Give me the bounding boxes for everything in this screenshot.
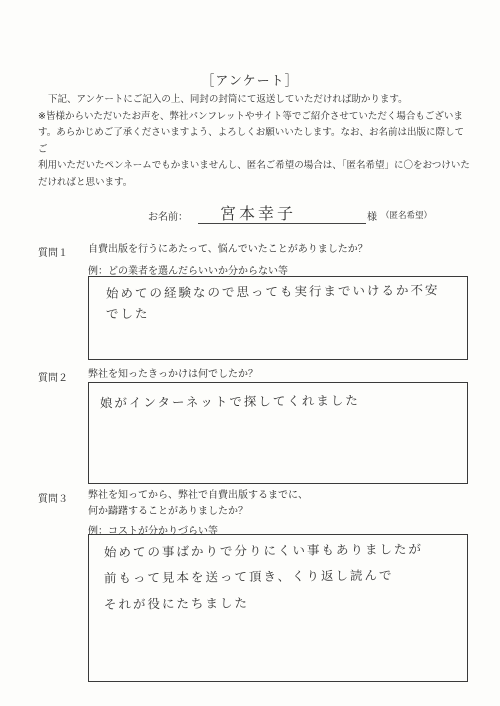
intro-line: ※皆様からいただいたお声を、弊社パンフレットやサイト等でご紹介させていただく場合もございま [38,110,463,122]
answer-handwriting: でした [105,305,150,322]
intro-line: だければと思います。 [38,176,133,188]
survey-title: ［アンケート］ [201,74,299,89]
question-text: 弊社を知ったきっかけは何でしたか？ [88,369,258,380]
answer-handwriting: 始めての経験なので思っても実行までいけるか不安 [105,282,440,301]
answer-handwriting: 前もって見本を送って頂き、くり返し読んで [103,567,394,586]
question-text: 弊社を知ってから、弊社で自費出版するまでに、 [88,490,308,501]
intro-text [38,92,470,191]
name-handwritten: 宮本幸子 [220,204,297,223]
answer-handwriting: それが役にたちました [103,595,250,612]
question-number: 質問１ [38,248,68,259]
intro-line: 利用いただいたペンネームでもかまいませんし、匿名ご希望の場合は、「匿名希望」に〇をおつけいた [38,160,470,171]
question-text: 自費出版を行うにあたって、悩んでいたことがありましたか？ [88,244,368,255]
question-number: 質問３ [38,494,68,505]
answer-handwriting: 始めての事ばかりで分りにくい事もありましたが [103,541,424,560]
name-honorific: 様 [367,212,377,223]
question-number: 質問２ [38,373,68,384]
name-label: お名前： [148,212,188,223]
anonymous-option: （匿名希望） [381,211,433,221]
name-underline [198,223,366,224]
intro-line: 下記、アンケートにご記入の上、同封の封筒にて返送していただければ助かります。 [48,94,408,105]
question-text: 何か躊躇することがありましたか？ [88,506,248,517]
answer-handwriting: 娘がインターネットで探してくれました [99,392,360,411]
intro-line: す。あらかじめご了承くださいますよう、よろしくお願いいたします。なお、お名前は出版に際してご [38,127,464,155]
question-example: 例：コストが分かりづらい等 [88,526,218,537]
question-example: 例：どの業者を選んだらいいか分からない等 [88,266,288,277]
